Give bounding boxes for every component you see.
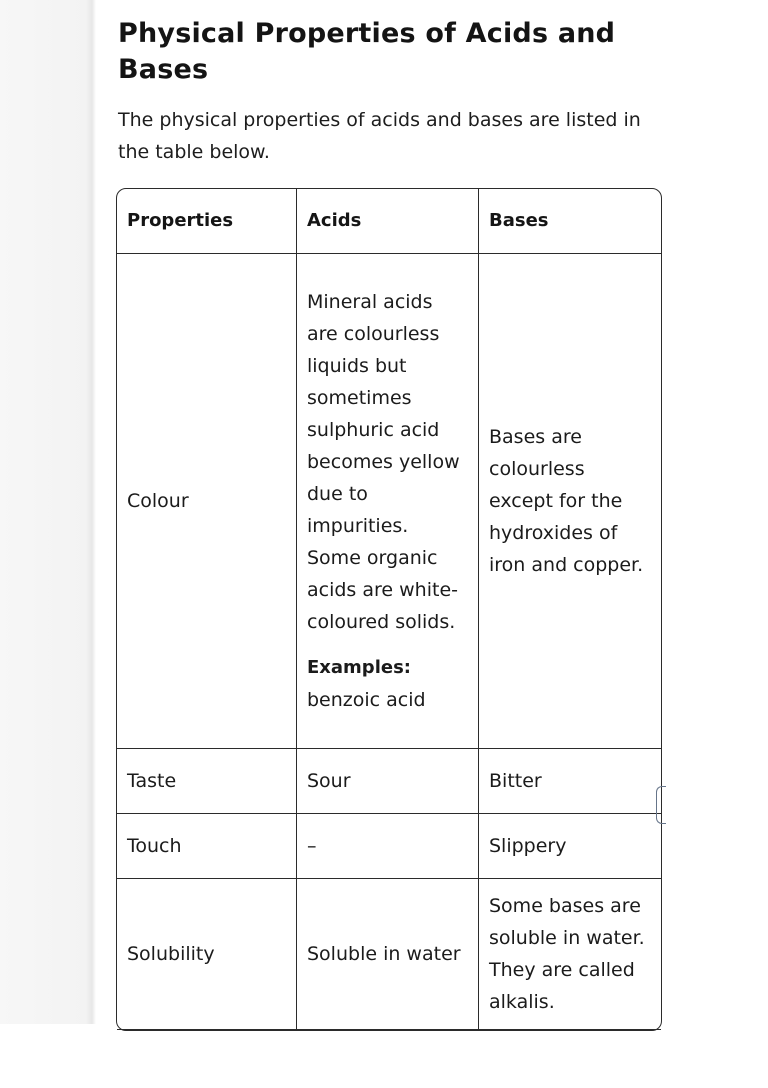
property-solubility: Solubility (117, 879, 297, 1030)
property-taste: Taste (117, 749, 297, 814)
examples-value: benzoic acid (307, 689, 426, 711)
table-row (117, 254, 661, 749)
header-properties: Properties (117, 189, 297, 254)
acids-colour-text: Mineral acids are colourless liquids but sometimes sulphuric acid becomes yellow due to impurities. Some organic acids are white-coloured solids. (307, 291, 460, 633)
table-edge-handle[interactable] (656, 786, 666, 824)
property-touch: Touch (117, 814, 297, 879)
intro-paragraph: The physical properties of acids and bases are listed in the table below. (118, 109, 641, 163)
acids-solubility: Soluble in water (297, 879, 479, 1030)
bases-taste: Bitter (479, 749, 661, 814)
table-row (117, 749, 661, 814)
bases-colour: Bases are colourless except for the hydroxides of iron and copper. (479, 254, 661, 749)
bases-touch: Slippery (479, 814, 661, 879)
table-row (117, 814, 661, 879)
table-row (117, 879, 661, 1030)
acids-taste: Sour (297, 749, 479, 814)
table-header-row (117, 189, 661, 254)
header-bases: Bases (479, 189, 661, 254)
page-gutter (0, 0, 96, 1024)
properties-table-container (116, 188, 662, 1088)
bases-solubility: Some bases are soluble in water. They are called alkalis. (479, 879, 661, 1030)
examples-label: Examples: (307, 657, 411, 678)
page-title: Physical Properties of Acids and Bases (118, 18, 616, 85)
acids-colour-cell (297, 254, 479, 749)
property-colour: Colour (117, 254, 297, 749)
properties-table (116, 188, 662, 1031)
acids-touch: – (297, 814, 479, 879)
header-acids: Acids (297, 189, 479, 254)
